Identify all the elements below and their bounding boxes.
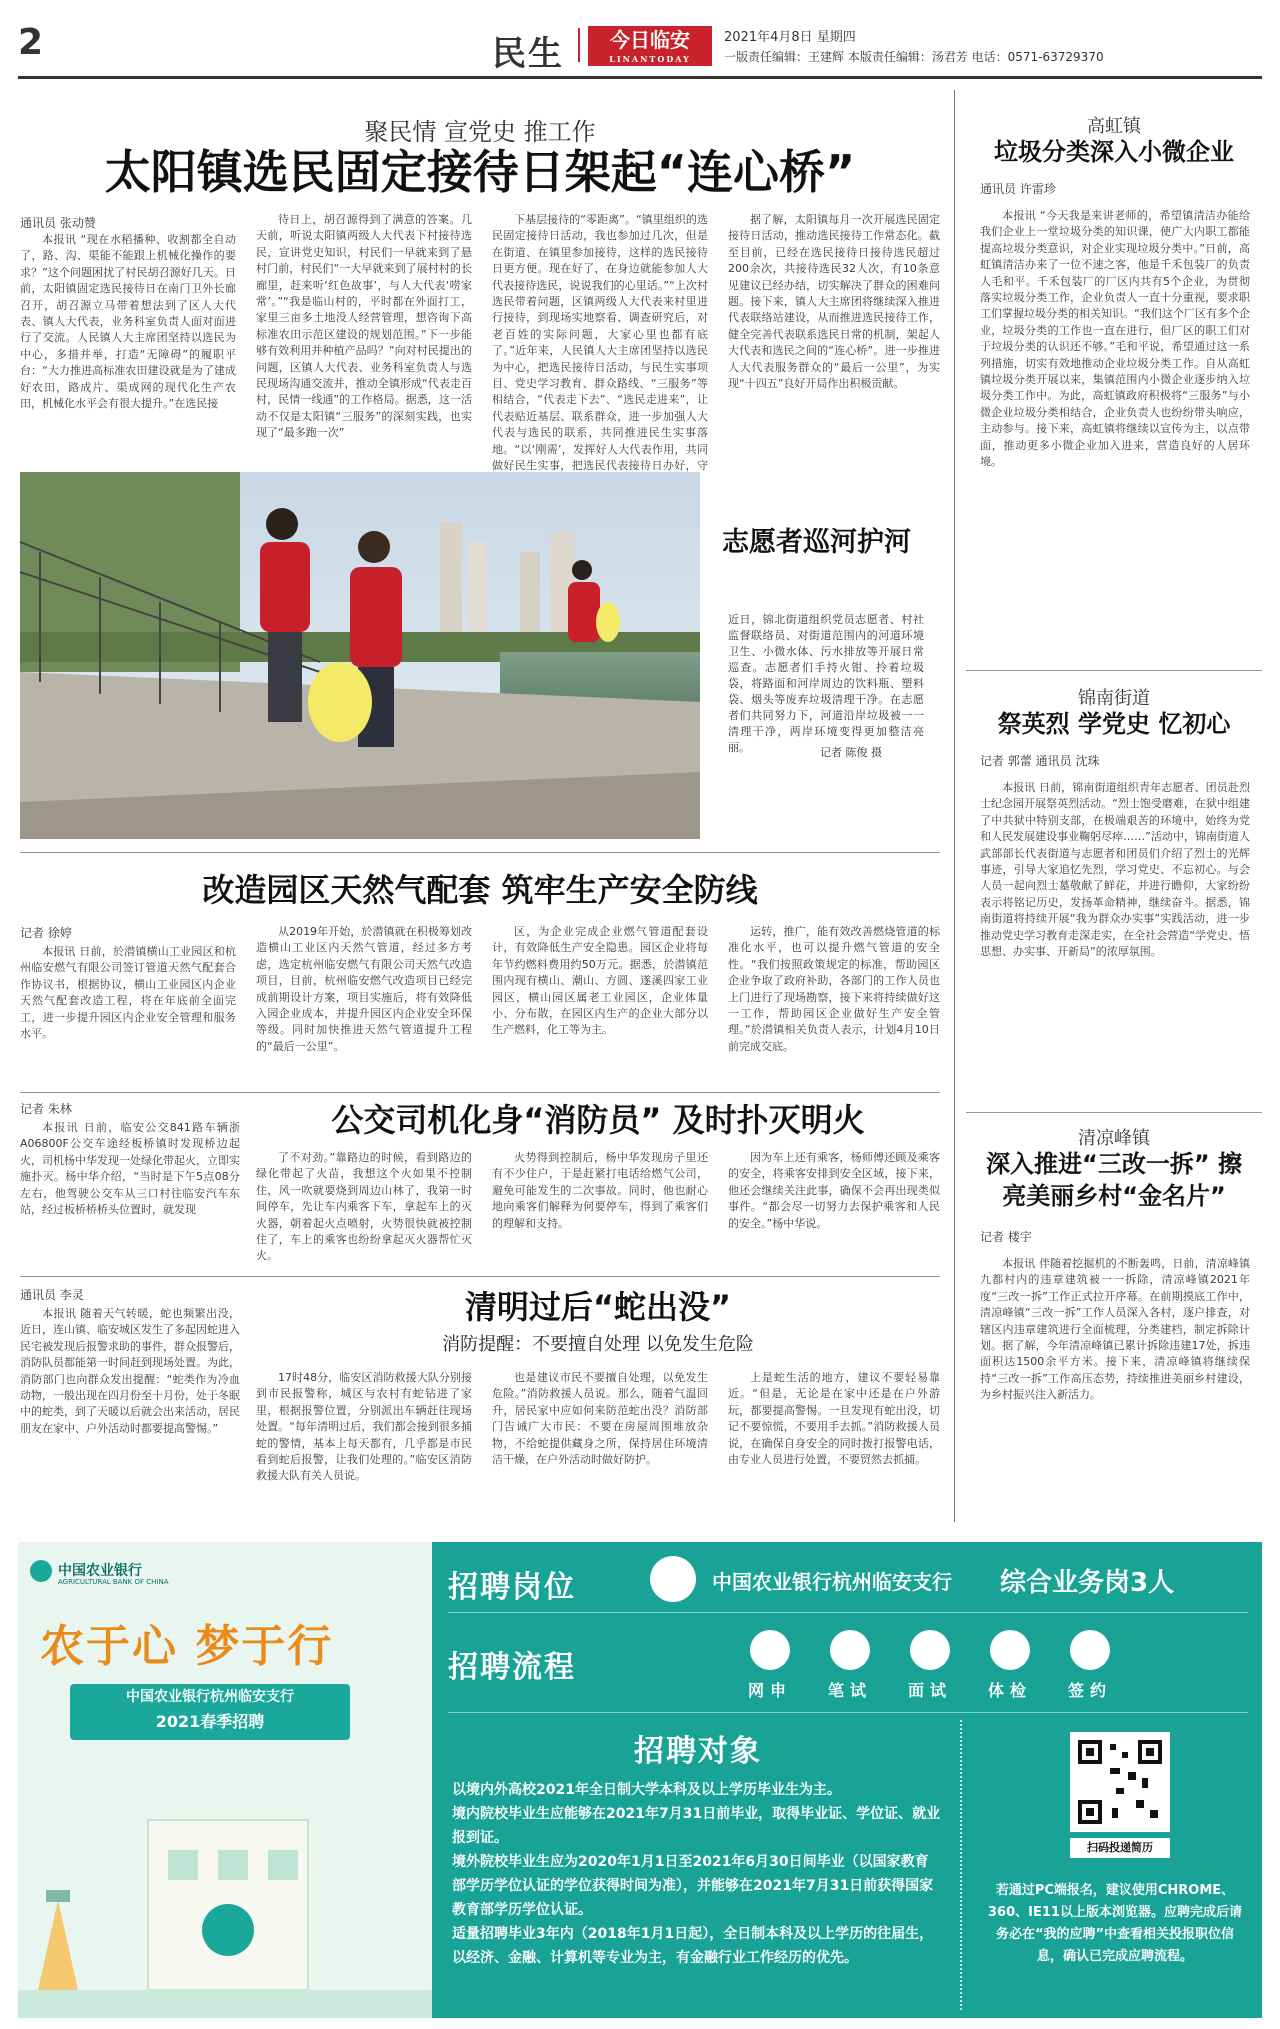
person-icon (650, 1556, 696, 1602)
side3-body: 本报讯 伴随着挖掘机的不断轰鸣，日前，清凉峰镇九都村内的违章建筑被一一拆除，清凉峰镇2021年度“三改一拆”工作正式拉开序幕。在前期摸底工作中，清凉峰镇“三改一拆”工作人员深入各村，逐户排查，对辖区内违章建筑进行全面梳理，分类建档，制定拆除计划。据了解，今年清凉峰镇已累计拆除违建17处，拆违面积达1500余平方米。接下来，清凉峰镇将继续保持“三改一拆”工作高压态势，持续推进美丽乡村建设，为乡村振兴注入新活力。 (980, 1257, 1250, 1402)
qr-code[interactable] (1070, 1732, 1170, 1832)
divider-1 (20, 852, 940, 853)
photo-credit: 记者 陈俊 摄 (820, 746, 882, 759)
story1-kicker: 聚民情 宣党史 推工作 (364, 118, 596, 146)
step-medical-icon (990, 1630, 1030, 1670)
story1-col1: 本报讯 “现在水稻播种、收割都全自动了，路、沟、渠能不能跟上机械化操作的要求？”这个问题困扰了村民胡召源好几天。日前，太阳镇固定选民接待日在南门卫外长廊召开，胡召源立马带着想法到了区人大代表、镇人大代表，业务科室负责人面对面进行了交流。人民镇人大主席团坚持以选民为中心，多措并举，打造“无障碍”的履职平台：“大力推进高标准农田建设就是为了建成好农田，路成片、渠成网的现代化生产农田，机械化水平会有很大提升。”在选民接 (20, 233, 236, 411)
step-apply: 网申 (740, 1630, 800, 1701)
ad-target-list: 以境内外高校2021年全日制大学本科及以上学历毕业生为主。 境内院校毕业生应能够在2021年7月31日前毕业，取得毕业证、学位证、就业报到证。 境外院校毕业生应为2020年1月1日至2021年6月30日间毕业（以国家教育部学历学位认证的学位获得时间为准），并能够在2021年7月31日前获得国家教育部学历学位认证。 适量招聘毕业3年内（2018年1月1日起），全日制本科及以上学历的往届生，以经济、金融、计算机等专业为主，有金融行业工作经历的优先。 (452, 1782, 941, 1966)
step-written-test: 笔试 (820, 1630, 880, 1701)
side-divider-2 (966, 1112, 1262, 1113)
step-sign: 签约 (1060, 1630, 1120, 1701)
ad-bank-name: 中国农业银行 (58, 1563, 142, 1579)
photo-caption: 近日，锦北街道组织党员志愿者、村社监督联络员、对街道范围内的河道环境卫生、小微水体、污水排放等开展日常巡查。志愿者们手持火钳、拎着垃圾袋，将路面和河岸周边的饮料瓶、塑料袋、烟头等废弃垃圾清理干净。在志愿者们共同努力下，河道沿岸垃圾被一一清理干净，两岸环境变得更加整洁亮丽。 (728, 613, 924, 754)
ad-process-title: 招聘流程 (448, 1650, 576, 1685)
story2-col1: 本报讯 日前，於潜镇横山工业园区和杭州临安燃气有限公司签订管道天然气配套合作协议书，根据协议，横山工业园区内企业天然气配套改造工程，将在年底前全面完工，进一步提升园区内企业安全管理和服务水平。 (20, 945, 236, 1041)
story2-col2: 从2019年开始，於潜镇就在积极筹划改造横山工业区内天然气管道，经过多方考虑，选定杭州临安燃气有限公司天然气改造项目，目前，杭州临安燃气改造项目已经完成前期设计方案，项目实施后，将有效降低入园企业成本，并提升园区内企业安全环保等级。同时加快推进天然气管道提升工程的“最后一公里”。 (256, 925, 472, 1053)
story1-byline: 通讯员 张动赞 (20, 216, 96, 230)
photo-title: 志愿者巡河护河 (722, 527, 911, 558)
section-title: 民生 (492, 34, 564, 74)
side1-byline: 通讯员 许雷珍 (980, 182, 1056, 196)
side1-body: 本报讯 “今天我是来讲老师的，希望镇清洁办能给我们企业上一堂垃圾分类的知识课，使广大内职工都能提高垃圾分类意识，对企业实现垃圾分类中。”日前，高虹镇清洁办来了一位不速之客，他是千禾包装厂的负责人毛和平。千禾包装厂的厂区内共有5个企业，为贯彻落实垃圾分类工作，企业负责人一直十分重视，要求职工们掌握垃圾分类的相关知识。“我们这个厂区有多个企业，垃圾分类的工作也一直在进行，但厂区的职工们对于垃圾分类的认识还不够。”毛和平说，希望通过这一系列措施，切实有效地推动企业垃圾分类工作。自从高虹镇垃圾分类开展以来，集镇范围内小微企业逐步纳入垃圾分类工作中。为此，高虹镇政府积极将“三服务”与小微企业垃圾分类相结合，企业负责人也纷纷带头响应，主动参与。接下来，高虹镇将继续以宣传为主，以点带面，推动更多小微企业加入进来，营造良好的人居环境。 (980, 209, 1250, 469)
story3-col1: 本报讯 日前，临安公交841路车辆浙A06800F公交车途经板桥镇时发现桥边起火，司机杨中华发现一处绿化带起火，立即实施扑灭。杨中华介绍，“当时是下午5点08分左右，他驾驶公交车从三口村往临安汽车东站，经过板桥桥桥头位置时，就发现 (20, 1121, 240, 1217)
story1-col4: 据了解，太阳镇每月一次开展选民固定接待日活动，推动选民接待工作常态化。截至目前，已经在选民接待日接待选民超过200余次，共接待选民32人次，有10条意见建议已经办结，切实解决了群众的困难问题。接下来，镇人大主席团将继续深入推进代表联络站建设，从而推进选民接待工作，健全完善代表联系选民日常的机制，架起人大代表和选民之间的“连心桥”。进一步推进人大代表服务群众的“最后一公里”，为实现“十四五”良好开局作出积极贡献。 (728, 213, 940, 391)
ad-post-job: 综合业务岗3人 (1000, 1568, 1175, 1598)
step-sign-icon (1070, 1630, 1110, 1670)
story4-col3: 也是建议市民不要擅自处理，以免发生危险。”消防救援人员说。那么，随着气温回升，居民家中应如何来防范蛇出没？消防部门告诫广大市民：不要在房屋周围堆放杂物，不给蛇提供藏身之所，保持居住环境清洁干燥，在户外活动时做好防护。 (492, 1371, 708, 1467)
step-medical: 体检 (980, 1630, 1040, 1701)
side3-headline: 深入推进“三改一拆” 擦亮美丽乡村“金名片” (986, 1150, 1242, 1210)
story3-col4: 因为车上还有乘客，杨师傅还顾及乘客的安全，将乘客安排到安全区域，接下来，他还会继续关注此事，确保不会再出现类似事件。“都会尽一切努力去保护乘客和人民的安全。”杨中华说。 (728, 1151, 940, 1230)
story2-headline: 改造园区天然气配套 筑牢生产安全防线 (202, 871, 758, 909)
side2-headline: 祭英烈 学党史 忆初心 (997, 710, 1231, 738)
story1-col2: 待日上，胡召源得到了满意的答案。几天前，听说太阳镇两级人大代表下村接待选民，宣讲党史知识，村民们一早就来到了悬村门前，村民们“一大早就来到了展村村的长廊里，赶来听‘红色故事’，与人大代表‘唠家常’。”“我是临山村的，平时都在外面打工，家里三亩多土地没人经营管理，想咨询下高标准农田示范区建设的规划范围。”下一步能够有效利用并种植产品吗？”向对村民提出的问题，区镇人大代表、业务科室负责人与选民现场沟通交流并，推动全镇形成“代表走百村，民情一线通”的工作格局。据悉，这一活动不仅是太阳镇“三服务”的深刻实践，也实现了“最多跑一次” (256, 213, 472, 440)
qr-label: 扫码投递简历 (1070, 1838, 1170, 1858)
story1-col3: 下基层接待的“零距离”。“镇里组织的选民固定接待日活动，我也参加过几次，但是在街道、在镇里参加接待，这样的选民接待日更方便。现在好了，在身边就能参加人大代表接待选民，说说我们的心里话。”“上次村选民带着问题，区镇两级人大代表来村里进行接待，到现场实地察看、调查研究后，对老百姓的实际问题，大家心里也都有底了。”近年来，人民镇人大主席团坚持以选民为中心，把选民接待日活动，与民生实事项目、党史学习教育、群众路线、“三服务”等相结合，“代表走下去”、“选民走进来”，让代表贴近基层、联系群众，进一步加强人大代表与选民的联系，共同推进民生实事落地。“以‘刚需’，发挥好人大代表作用，共同做好民生实事，把选民代表接待日办好，守 (492, 213, 708, 473)
story3-col3: 火势得到控制后，杨中华发现房子里还有不少住户，于是赶紧打电话给燃气公司，避免可能发生的二次事故。同时，他也耐心地向乘客们解释为何要停车，得到了乘客们的理解和支持。 (492, 1151, 708, 1230)
story2-col4: 运转，推广，能有效改善燃烧管道的标准化水平，也可以提升燃气管道的安全性。“我们按照政策规定的标准，帮助园区企业争取了政府补助，各部门的工作人员也上门进行了现场勘察，接下来将持续做好这一工作，帮助园区企业做好生产安全管理。”於潜镇相关负责人表示，计划4月10日前完成交底。 (728, 925, 940, 1053)
step-interview: 面试 (900, 1630, 960, 1701)
newspaper-logo: 今日临安 LINANTODAY (588, 26, 712, 66)
ad-rule-2 (448, 1712, 1248, 1713)
story2-col3: 区，为企业完成企业燃气管道配套设计，有效降低生产安全隐患。园区企业将每年节约燃料费用约50万元。据悉，於潜镇范围内现有横山、潮山、方圆、遂溪四家工业园区，横山园区属老工业园区，企业体量小、分布散，在园区内生产的企业大部分以生产燃料，化工等为主。 (492, 925, 708, 1037)
step-apply-icon (750, 1630, 790, 1670)
header-divider (578, 28, 580, 62)
ad-browser-note: 若通过PC端报名，建议使用CHROME、360、IE11以上版本浏览器。应聘完成后请务必在“我的应聘”中查看相关投报职位信息，确认已完成应聘流程。 (988, 1883, 1242, 1964)
ad-bank-name-en: AGRICULTURAL BANK OF CHINA (58, 1578, 169, 1586)
ad-post-org: 中国农业银行杭州临安支行 (712, 1570, 952, 1594)
side-divider-1 (966, 670, 1262, 671)
divider-3 (20, 1276, 940, 1277)
side2-body: 本报讯 日前，锦南街道组织青年志愿者、团员赴烈士纪念园开展祭英烈活动。“烈士饱受磨难，在狱中组建了中共狱中特别支部，在极端艰苦的环境中，始终为党和人民发展建设事业鞠躬尽瘁……”活动中，锦南街道人武部部长代表街道与志愿者和团员们介绍了烈士的光辉事迹，引导大家追忆先烈，学习党史、不忘初心。与会人员一起向烈士墓敬献了鲜花，并进行瞻仰，大家纷纷表示将铭记历史，发扬革命精神，继续奋斗。据悉，锦南街道将持续开展“我为群众办实事”实践活动，进一步推动党史学习教育走深走实，在全社会营造“学党史、悟思想、办实事、开新局”的浓厚氛围。 (980, 781, 1250, 959)
editors-line: 一版责任编辑：王建辉 本版责任编辑：汤君芳 电话：0571-63729370 (724, 50, 1104, 64)
story4-headline: 清明过后“蛇出没” (464, 1288, 732, 1326)
divider-2 (20, 1092, 940, 1093)
ad-illustration (18, 1760, 432, 2018)
ad-banner: 中国农业银行杭州临安支行 2021春季招聘 (70, 1684, 350, 1740)
side2-kicker: 锦南街道 (1078, 688, 1150, 709)
story2-byline: 记者 徐婷 (20, 926, 72, 940)
story3-headline: 公交司机化身“消防员” 及时扑灭明火 (331, 1101, 865, 1139)
story4-byline: 通讯员 李灵 (20, 1288, 84, 1302)
story4-col2: 17时48分，临安区消防救援大队分别接到市民报警称，城区与农村有蛇钻进了家里，根据报警位置，分别派出车辆赶往现场处置。“每年清明过后，我们都会接到很多捕蛇的警情，基本上每天都有，几乎都是市民看到蛇后报警，让我们处理的。”临安区消防救援大队有关人员说。 (256, 1371, 472, 1483)
story4-col4: 上是蛇生活的地方，建议不要轻易靠近。“但是，无论是在家中还是在户外游玩，都要提高警惕。一旦发现有蛇出没，切记不要惊慌，不要用手去抓。”消防救援人员说，在确保自身安全的同时拨打报警电话，由专业人员进行处置，不要贸然去抓捕。 (728, 1371, 940, 1467)
story3-byline: 记者 朱林 (20, 1102, 72, 1116)
ad-rule-1 (448, 1612, 1248, 1613)
ad-post-title: 招聘岗位 (448, 1570, 576, 1605)
abc-logo-icon (30, 1560, 52, 1582)
side2-byline: 记者 郭蕾 通讯员 沈珠 (980, 754, 1100, 768)
side1-kicker: 高虹镇 (1087, 116, 1141, 137)
story4-subhead: 消防提醒：不要擅自处理 以免发生危险 (442, 1334, 754, 1355)
sidebar-divider (954, 90, 955, 1522)
page-number: 2 (18, 22, 44, 63)
side1-headline: 垃圾分类深入小微企业 (994, 138, 1234, 166)
ad-dotted-divider (960, 1720, 962, 2010)
story1-headline: 太阳镇选民固定接待日架起“连心桥” (104, 145, 856, 199)
side3-kicker: 清凉峰镇 (1078, 1128, 1150, 1149)
step-interview-icon (910, 1630, 950, 1670)
story3-col2: 了不对劲。”靠路边的时候，看到路边的绿化带起了火苗，我想这个火如果不控制住，风一吹就要烧到周边山林了，我第一时间停车，先让车内乘客下车，拿起车上的灭火器，朝着起火点喷射，火势很快就被控制住了，车上的乘客也纷纷拿起灭火器帮忙灭火。 (256, 1151, 472, 1263)
ad-slogan: 农于心 梦于行 (40, 1621, 334, 1672)
ad-target-title: 招聘对象 (634, 1734, 762, 1769)
volunteers-photo (20, 472, 700, 839)
story4-col1: 本报讯 随着天气转暖，蛇也频繁出没，近日，连山镇、临安城区发生了多起因蛇进入民宅被发现后报警求助的事件，群众报警后，消防队员都能第一时间赶到现场处置。为此，消防部门也向群众发出提醒：“蛇类作为冷血动物，一般出现在四月份至十月份，处于冬眠中的蛇类，到了天暖以后就会出来活动，居民朋友在家中、户外活动时都要提高警惕。” (20, 1307, 240, 1435)
header-rule (18, 76, 1262, 79)
side3-byline: 记者 楼宇 (980, 1230, 1032, 1244)
issue-date: 2021年4月8日 星期四 (724, 30, 856, 45)
step-written-test-icon (830, 1630, 870, 1670)
